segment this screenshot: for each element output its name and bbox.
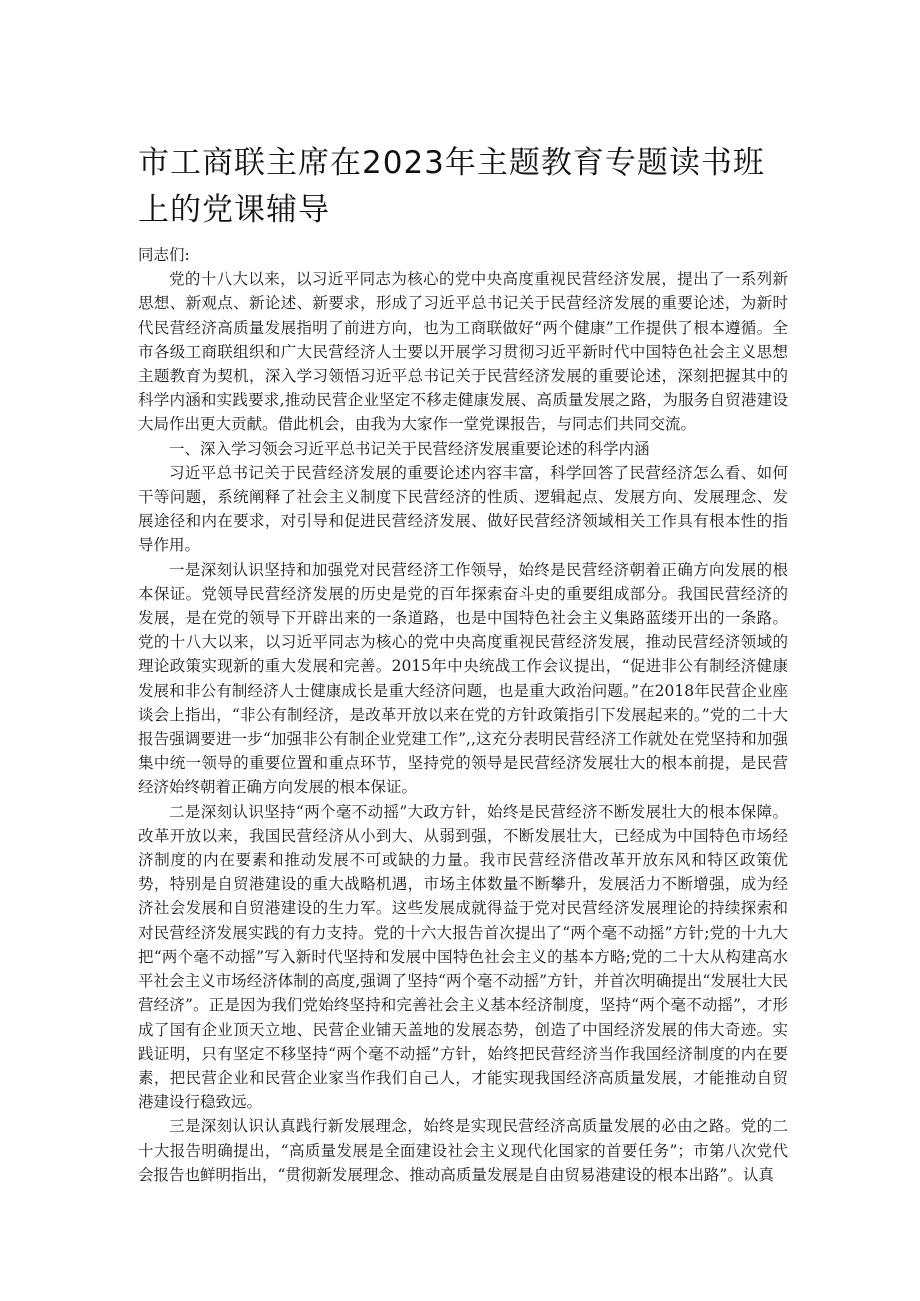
body-paragraph-point-3: 三是深刻认识认真践行新发展理念，始终是实现民营经济高质量发展的必由之路。党的二十大报告明确提出，“高质量发展是全面建设社会主义现代化国家的首要任务”；市第八次党代会报告也鲜明指出，“贯彻新发展理念、推动高质量发展是自由贸易港建设的根本出路”。认真 — [138, 1117, 788, 1184]
document-body — [138, 243, 788, 1187]
section-heading-1: 一、深入学习领会习近平总书记关于民营经济发展重要论述的科学内涵 — [169, 439, 650, 458]
document-title: 市工商联主席在2023年主题教育专题读书班上的党课辅导 — [138, 145, 765, 228]
body-paragraph-intro: 党的十八大以来，以习近平同志为核心的党中央高度重视民营经济发展，提出了一系列新思想、新观点、新论述、新要求，形成了习近平总书记关于民营经济发展的重要论述，为新时代民营经济高质量发展指明了前进方向，也为工商联做好“两个健康”工作提供了根本遵循。全市各级工商联组织和广大民营经济人士要以开展学习贯彻习近平新时代中国特色社会主义思想主题教育为契机，深入学习领悟习近平总书记关于民营经济发展的重要论述，深刻把握其中的科学内涵和实践要求,推动民营企业坚定不移走健康发展、高质量发展之路，为服务自贸港建设大局作出更大贡献。借此机会，由我为大家作一堂党课报告，与同志们共同交流。 — [138, 270, 788, 434]
body-paragraph-point-1: 一是深刻认识坚持和加强党对民营经济工作领导，始终是民营经济朝着正确方向发展的根本保证。党领导民营经济发展的历史是党的百年探索奋斗史的重要组成部分。我国民营经济的发展，是在党的领导下开辟出来的一条道路，也是中国特色社会主义集路蓝缕开出的一条路。党的十八大以来，以习近平同志为核心的党中央高度重视民营经济发展，推动民营经济领域的理论政策实现新的重大发展和完善。2015年中央统战工作会议提出，“促进非公有制经济健康发展和非公有制经济人士健康成长是重大经济问题，也是重大政治问题。”在2018年民营企业座谈会上指出，“非公有制经济，是改革开放以来在党的方针政策指引下发展起来的。”党的二十大报告强调要进一步“加强非公有制企业党建工作”,,这充分表明民营经济工作就处在党坚持和加强集中统一领导的重要位置和重点环节，坚持党的领导是民营经济发展壮大的根本前提，是民营经济始终朝着正确方向发展的根本保证。 — [138, 560, 788, 797]
greeting: 同志们: — [138, 246, 190, 264]
body-paragraph-section-1-intro: 习近平总书记关于民营经济发展的重要论述内容丰富，科学回答了民营经济怎么看、如何干等问题，系统阐释了社会主义制度下民营经济的性质、逻辑起点、发展方向、发展理念、发展途径和内在要求，对引导和促进民营经济发展、做好民营经济领域相关工作具有根本性的指导作用。 — [138, 463, 788, 555]
body-paragraph-point-2: 二是深刻认识坚持“两个毫不动摇”大政方针，始终是民营经济不断发展壮大的根本保障。改革开放以来，我国民营经济从小到大、从弱到强，不断发展壮大，已经成为中国特色市场经济制度的内在要素和推动发展不可或缺的力量。我市民营经济借改革开放东风和特区政策优势，特别是自贸港建设的重大战略机遇，市场主体数量不断攀升，发展活力不断增强，成为经济社会发展和自贸港建设的生力军。这些发展成就得益于党对民营经济发展理论的持续探索和对民营经济发展实践的有力支持。党的十六大报告首次提出了“两个毫不动摇”方针;党的十九大把“两个毫不动摇”写入新时代坚持和发展中国特色社会主义的基本方略;党的二十大从构建高水平社会主义市场经济体制的高度,强调了坚持“两个毫不动摇”方针，并首次明确提出“发展壮大民营经济”。正是因为我们党始终坚持和完善社会主义基本经济制度，坚持“两个毫不动摇”，才形成了国有企业顶天立地、民营企业铺天盖地的发展态势，创造了中国经济发展的伟大奇迹。实践证明，只有坚定不移坚持“两个毫不动摇”方针，始终把民营经济当作我国经济制度的内在要素，把民营企业和民营企业家当作我们自己人，才能实现我国经济高质量发展，才能推动自贸港建设行稳致远。 — [138, 802, 788, 1112]
